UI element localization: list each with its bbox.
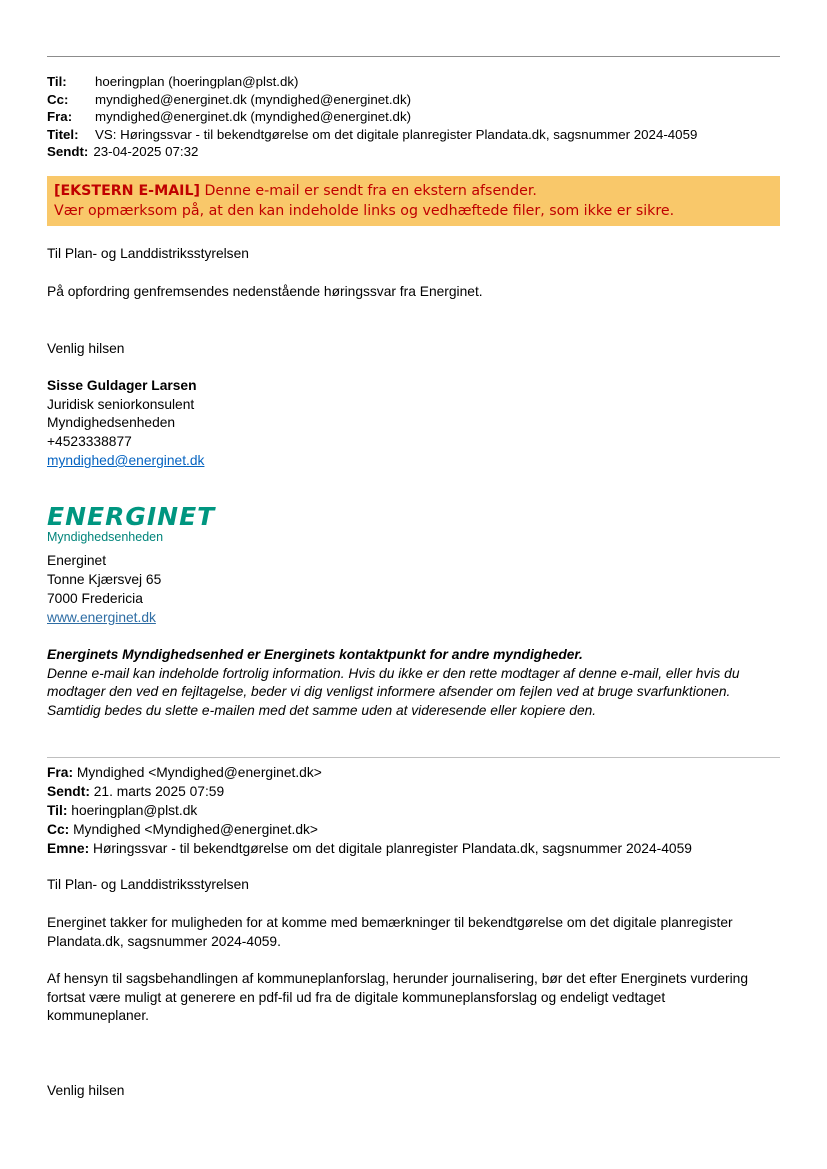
fwd-p1-line-2: Plandata.dk, sagsnummer 2024-4059.: [47, 933, 281, 949]
signature-title: Juridisk seniorkonsulent: [47, 397, 195, 412]
header-sendt-label: Sendt:: [47, 144, 89, 159]
fwd-til-value: hoeringplan@plst.dk: [67, 803, 198, 818]
fwd-p1-line-1: Energinet takker for muligheden for at komme med bemærkninger til bekendtgørelse om det digitale planregister: [47, 915, 733, 930]
signature-unit: Myndighedsenheden: [47, 415, 176, 430]
external-email-warning: [47, 176, 780, 226]
disclaimer-line-1: Denne e-mail kan indeholde fortrolig information. Hvis du ikke er den rette modtager af denne e-mail, eller hvis du: [47, 665, 740, 681]
fwd-cc-row: [47, 820, 692, 839]
header-fra-value: myndighed@energinet.dk (myndighed@energinet.dk): [95, 109, 412, 124]
header-titel-value: VS: Høringssvar - til bekendtgørelse om det digitale planregister Plandata.dk, sagsnummer 2024-4059: [95, 126, 698, 142]
fwd-sendt-row: [47, 782, 692, 801]
logo-subtitle: Myndighedsenheden: [47, 530, 164, 544]
signature-name: Sisse Guldager Larsen: [47, 378, 197, 393]
fwd-p2-line-2: fortsat være muligt at generere en pdf-fil ud fra de digitale kommuneplansforslag og endeligt vedtaget: [47, 989, 666, 1005]
fwd-greeting: Til Plan- og Landdistriksstyrelsen: [47, 877, 249, 892]
energinet-logo: [47, 502, 216, 545]
fwd-p2-line-1: Af hensyn til sagsbehandlingen af kommuneplanforslag, herunder journalisering, bør det efter Energinets vurdering: [47, 971, 748, 986]
intro-text: På opfordring genfremsendes nedenstående høringssvar fra Energinet.: [47, 284, 483, 299]
top-divider: [47, 56, 780, 57]
fwd-fra-row: [47, 763, 692, 782]
fwd-closing: Venlig hilsen: [47, 1083, 125, 1098]
warning-tag: [EKSTERN E-MAIL]: [54, 183, 200, 199]
header-cc-label: Cc:: [47, 91, 69, 107]
header-sendt-value: 23-04-2025 07:32: [93, 144, 199, 159]
header-fra-label: Fra:: [47, 109, 73, 124]
header-cc-row: [47, 91, 787, 109]
warning-line-1: [54, 181, 780, 201]
address-city: 7000 Fredericia: [47, 591, 143, 606]
header-fra-row: [47, 108, 787, 126]
warning-line-1-text: Denne e-mail er sendt fra en ekstern afsender.: [199, 183, 537, 199]
fwd-sendt-label: Sendt:: [47, 784, 90, 799]
fwd-til-row: [47, 801, 692, 820]
address-org: Energinet: [47, 553, 107, 568]
fwd-til-label: Til:: [47, 803, 68, 818]
fwd-paragraph-1: [47, 914, 787, 951]
header-til-value: hoeringplan (hoeringplan@plst.dk): [95, 74, 299, 89]
fwd-cc-label: Cc:: [47, 822, 70, 837]
fwd-p2-line-3: kommuneplaner.: [47, 1008, 150, 1024]
header-til-row: [47, 73, 787, 91]
forwarded-header: [47, 763, 692, 858]
header-til-label: Til:: [47, 74, 67, 89]
header-titel-label: Titel:: [47, 126, 79, 142]
email-header: [47, 73, 787, 161]
website-link[interactable]: www.energinet.dk: [47, 610, 156, 625]
fwd-sendt-value: 21. marts 2025 07:59: [89, 784, 225, 799]
logo-wordmark: ENERGINET: [47, 502, 216, 531]
fwd-paragraph-2: [47, 970, 787, 1026]
closing: Venlig hilsen: [47, 341, 125, 356]
disclaimer: [47, 646, 787, 721]
fwd-cc-value: Myndighed <Myndighed@energinet.dk>: [69, 822, 318, 837]
disclaimer-heading: Energinets Myndighedsenhed er Energinets kontaktpunkt for andre myndigheder.: [47, 647, 583, 662]
signature-phone: +4523338877: [47, 434, 132, 449]
address-street: Tonne Kjærsvej 65: [47, 572, 162, 587]
header-sendt-row: [47, 143, 787, 161]
disclaimer-line-3: Samtidig bedes du slette e-mailen med det samme uden at videresende eller kopiere den.: [47, 703, 597, 719]
fwd-emne-label: Emne:: [47, 841, 90, 856]
warning-line-2: Vær opmærksom på, at den kan indeholde links og vedhæftede filer, som ikke er sikre.: [54, 203, 675, 219]
greeting: Til Plan- og Landdistriksstyrelsen: [47, 246, 249, 261]
fwd-fra-value: Myndighed <Myndighed@energinet.dk>: [73, 765, 322, 780]
header-titel-row: [47, 126, 787, 144]
forward-divider: [47, 757, 780, 758]
disclaimer-line-2: modtager den ved en fejltagelse, beder vi dig venligst informere afsender om fejlen ved at bruge svarfunktionen.: [47, 684, 731, 700]
fwd-emne-row: [47, 839, 692, 858]
fwd-emne-value: Høringssvar - til bekendtgørelse om det digitale planregister Plandata.dk, sagsnummer 2024-4059: [89, 841, 692, 856]
fwd-fra-label: Fra:: [47, 765, 74, 780]
signature-email-link[interactable]: myndighed@energinet.dk: [47, 453, 205, 468]
header-cc-value: myndighed@energinet.dk (myndighed@energinet.dk): [95, 91, 412, 107]
